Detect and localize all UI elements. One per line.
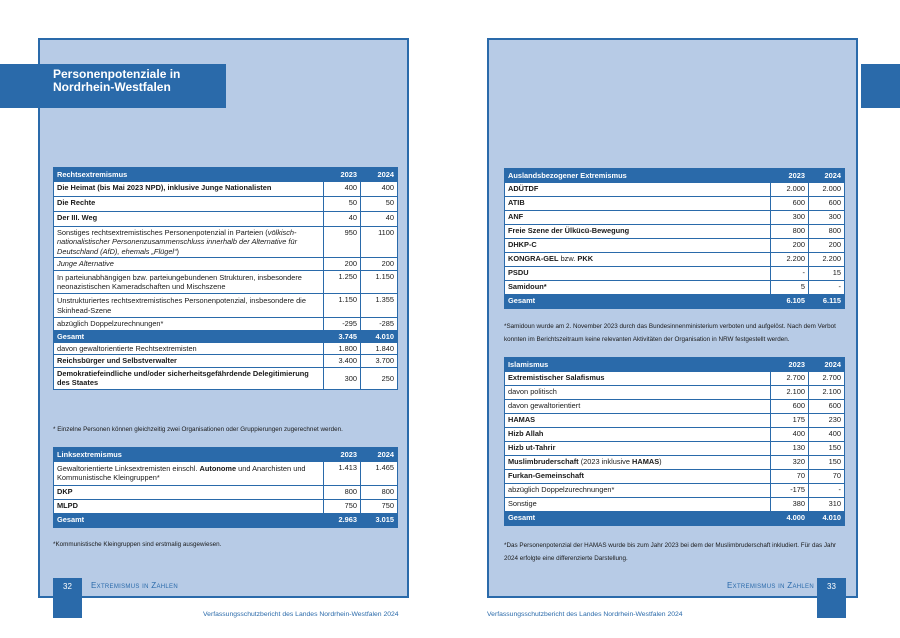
table-islamismus xyxy=(504,357,845,526)
table-row xyxy=(505,470,845,484)
row-label-bold: Autonome xyxy=(199,464,237,473)
value-2024: 310 xyxy=(809,498,845,512)
header-2023: 2023 xyxy=(324,448,361,462)
value-2024: 250 xyxy=(361,367,398,389)
value-2024: 600 xyxy=(809,400,845,414)
value-2023: 200 xyxy=(324,258,361,270)
report-title-right: Verfassungsschutzbericht des Landes Nordrhein-Westfalen 2024 xyxy=(487,611,683,618)
table-row xyxy=(505,498,845,512)
value-2024: - xyxy=(809,281,845,295)
value-2024: 200 xyxy=(809,239,845,253)
row-label: Furkan-Gemeinschaft xyxy=(505,470,771,484)
table-row xyxy=(505,386,845,400)
row-label: ANF xyxy=(505,211,771,225)
value-2023: 5 xyxy=(771,281,809,295)
row-label: Unstrukturiertes rechtsextremistisches Personenpotenzial, insbesondere die Skinhead-Szene xyxy=(54,294,324,318)
row-label: Gesamt xyxy=(505,512,771,526)
value-2024: 15 xyxy=(809,267,845,281)
value-2024: - xyxy=(809,484,845,498)
value-2024: 3.015 xyxy=(361,513,398,527)
row-label: davon gewaltorientiert xyxy=(505,400,771,414)
value-2023: 1.800 xyxy=(324,343,361,355)
value-2023: 600 xyxy=(771,197,809,211)
table-row xyxy=(505,253,845,267)
value-2024: 50 xyxy=(361,197,398,212)
table-row xyxy=(505,267,845,281)
row-label: DHKP-C xyxy=(505,239,771,253)
row-label-bold: HAMAS xyxy=(632,457,660,466)
value-2024: 300 xyxy=(809,211,845,225)
value-2024: 70 xyxy=(809,470,845,484)
value-2023: 800 xyxy=(324,485,361,499)
value-2023: 1.250 xyxy=(324,270,361,294)
value-2023: 3.745 xyxy=(324,330,361,342)
footnote-islam: *Das Personenpotenzial der HAMAS wurde bis zum Jahr 2023 bei dem der Muslimbruderschaft inkludiert. Für das Jahr 2024 erfolgte eine differenzierte Darstellung. xyxy=(504,542,837,562)
table-row xyxy=(505,372,845,386)
row-label-bold: KONGRA-GEL xyxy=(508,254,559,263)
value-2024: 1.840 xyxy=(361,343,398,355)
table-row xyxy=(505,183,845,197)
side-tab xyxy=(861,64,900,108)
row-label: DKP xyxy=(54,485,324,499)
value-2023: 4.000 xyxy=(771,512,809,526)
table-header xyxy=(54,448,398,462)
value-2024: 1.465 xyxy=(361,462,398,486)
table-row xyxy=(54,462,398,486)
total-row xyxy=(54,513,398,527)
running-head-right: Extremismus in Zahlen xyxy=(727,581,814,590)
value-2024: 1100 xyxy=(361,227,398,258)
page-number-right: 33 xyxy=(817,578,846,618)
value-2024: 2.200 xyxy=(809,253,845,267)
table-row xyxy=(54,258,398,270)
table-row xyxy=(505,281,845,295)
value-2023: 130 xyxy=(771,442,809,456)
footnote-ausland: *Samidoun wurde am 2. November 2023 durch das Bundesinnenministerium verboten und aufgelöst. Nach dem Verbot konnten im Berichtszeitraum keine relevanten Aktivitäten der Organisation in NRW festgestellt werden. xyxy=(504,323,836,343)
running-head-left: Extremismus in Zahlen xyxy=(91,581,178,590)
header-2023: 2023 xyxy=(324,168,361,182)
row-label: Samidoun* xyxy=(505,281,771,295)
table-row xyxy=(505,197,845,211)
value-2024: 2.100 xyxy=(809,386,845,400)
row-label-part: Sonstiges rechtsextremistisches Personenpotenzial in Parteien ( xyxy=(57,228,268,237)
row-label: HAMAS xyxy=(505,414,771,428)
value-2024: 40 xyxy=(361,212,398,227)
value-2024: 1.355 xyxy=(361,294,398,318)
row-label-italic: völkisch-nationalistischer Personenzusammenschluss innerhalb der Alternative für Deutschland (AfD), ehemals „Flügel“ xyxy=(57,228,298,256)
value-2023: 600 xyxy=(771,400,809,414)
row-label-bold: PKK xyxy=(577,254,594,263)
header-2024: 2024 xyxy=(361,448,398,462)
table-rechtsextremismus xyxy=(53,167,398,390)
value-2023: 320 xyxy=(771,456,809,470)
value-2023: 6.105 xyxy=(771,295,809,309)
value-2024: 400 xyxy=(361,182,398,197)
value-2024: 150 xyxy=(809,456,845,470)
value-2024: 1.150 xyxy=(361,270,398,294)
row-label: davon politisch xyxy=(505,386,771,400)
header-2023: 2023 xyxy=(771,169,809,183)
value-2023: - xyxy=(771,267,809,281)
table-row xyxy=(505,484,845,498)
value-2024: -285 xyxy=(361,318,398,330)
table-row xyxy=(54,367,398,389)
row-label-part: (2023 inklusive xyxy=(578,457,633,466)
value-2023: 2.963 xyxy=(324,513,361,527)
row-label xyxy=(54,227,324,258)
table-row xyxy=(54,270,398,294)
table-row xyxy=(505,225,845,239)
row-label-part: ) xyxy=(659,457,662,466)
row-label xyxy=(505,456,771,470)
row-label xyxy=(54,258,324,270)
table-row xyxy=(505,211,845,225)
header-label: Islamismus xyxy=(505,358,771,372)
row-label: davon gewaltorientierte Rechtsextremisten xyxy=(54,343,324,355)
report-title-left: Verfassungsschutzbericht des Landes Nordrhein-Westfalen 2024 xyxy=(203,611,399,618)
table-row xyxy=(54,355,398,367)
value-2023: 800 xyxy=(771,225,809,239)
row-label: In parteiunabhängigen bzw. parteiungebundenen Strukturen, insbesondere neonazistischen Kameradschaften und Mischszene xyxy=(54,270,324,294)
row-label: PSDU xyxy=(505,267,771,281)
value-2023: 175 xyxy=(771,414,809,428)
value-2024: 4.010 xyxy=(361,330,398,342)
row-label: Reichsbürger und Selbstverwalter xyxy=(54,355,324,367)
page-number-left: 32 xyxy=(53,578,82,618)
value-2024: 6.115 xyxy=(809,295,845,309)
value-2023: 200 xyxy=(771,239,809,253)
header-2024: 2024 xyxy=(809,169,845,183)
row-label: Demokratiefeindliche und/oder sicherheitsgefährdende Delegitimierung des Staates xyxy=(54,367,324,389)
header-label: Auslandsbezogener Extremismus xyxy=(505,169,771,183)
row-label-italic: Junge Alternative xyxy=(57,259,114,269)
table-row xyxy=(505,428,845,442)
table-row xyxy=(54,182,398,197)
value-2024: 600 xyxy=(809,197,845,211)
value-2023: 2.700 xyxy=(771,372,809,386)
value-2023: 300 xyxy=(324,367,361,389)
row-label: Gesamt xyxy=(505,295,771,309)
value-2023: 3.400 xyxy=(324,355,361,367)
table-row xyxy=(54,499,398,513)
value-2023: 50 xyxy=(324,197,361,212)
table-row xyxy=(54,197,398,212)
table-row xyxy=(505,400,845,414)
table-row xyxy=(54,227,398,258)
row-label xyxy=(505,253,771,267)
table-row xyxy=(505,442,845,456)
row-label-part: und Anarchisten und Kommunistische Kleingruppen* xyxy=(57,464,306,483)
row-label: Der III. Weg xyxy=(54,212,324,227)
row-label-part: bzw. xyxy=(558,254,578,263)
table-header xyxy=(505,358,845,372)
row-label: abzüglich Doppelzurechnungen* xyxy=(54,318,324,330)
value-2024: 2.000 xyxy=(809,183,845,197)
footnote-rechts: * Einzelne Personen können gleichzeitig zwei Organisationen oder Gruppierungen zugerechnet werden. xyxy=(53,426,343,433)
value-2023: 1.150 xyxy=(324,294,361,318)
value-2023: 2.000 xyxy=(771,183,809,197)
row-label: Extremistischer Salafismus xyxy=(505,372,771,386)
value-2024: 4.010 xyxy=(809,512,845,526)
value-2023: 400 xyxy=(771,428,809,442)
footnote-links: *Kommunistische Kleingruppen sind erstmalig ausgewiesen. xyxy=(53,541,222,548)
row-label: Gesamt xyxy=(54,513,324,527)
row-label: ADÜTDF xyxy=(505,183,771,197)
total-row xyxy=(54,330,398,342)
row-label: Die Heimat (bis Mai 2023 NPD), inklusive Junge Nationalisten xyxy=(54,182,324,197)
row-label: Die Rechte xyxy=(54,197,324,212)
page-title: Personenpotenziale in Nordrhein-Westfalen xyxy=(53,67,181,94)
row-label-bold: Muslimbruderschaft xyxy=(508,457,579,466)
total-row xyxy=(505,295,845,309)
row-label: Sonstige xyxy=(505,498,771,512)
value-2024: 750 xyxy=(361,499,398,513)
row-label: abzüglich Doppelzurechnungen* xyxy=(505,484,771,498)
header-2024: 2024 xyxy=(361,168,398,182)
value-2023: 2.200 xyxy=(771,253,809,267)
table-header xyxy=(505,169,845,183)
value-2024: 150 xyxy=(809,442,845,456)
header-label: Linksextremismus xyxy=(54,448,324,462)
value-2024: 2.700 xyxy=(809,372,845,386)
value-2023: -175 xyxy=(771,484,809,498)
table-header xyxy=(54,168,398,182)
row-label xyxy=(54,462,324,486)
row-label-part: ) xyxy=(176,246,179,256)
table-row xyxy=(54,212,398,227)
table-auslandsbezogener-extremismus xyxy=(504,168,845,309)
table-row xyxy=(54,343,398,355)
row-label: Freie Szene der Ülkücü-Bewegung xyxy=(505,225,771,239)
table-row xyxy=(505,456,845,470)
header-label: Rechtsextremismus xyxy=(54,168,324,182)
row-label: MLPD xyxy=(54,499,324,513)
total-row xyxy=(505,512,845,526)
value-2024: 230 xyxy=(809,414,845,428)
value-2023: 70 xyxy=(771,470,809,484)
value-2024: 200 xyxy=(361,258,398,270)
value-2023: 950 xyxy=(324,227,361,258)
table-row xyxy=(54,294,398,318)
table-row xyxy=(54,485,398,499)
value-2023: 380 xyxy=(771,498,809,512)
header-2023: 2023 xyxy=(771,358,809,372)
row-label: Gesamt xyxy=(54,330,324,342)
table-row xyxy=(54,318,398,330)
table-linksextremismus xyxy=(53,447,398,528)
value-2023: 1.413 xyxy=(324,462,361,486)
value-2023: 400 xyxy=(324,182,361,197)
row-label: Hizb Allah xyxy=(505,428,771,442)
value-2023: -295 xyxy=(324,318,361,330)
value-2024: 800 xyxy=(361,485,398,499)
value-2023: 2.100 xyxy=(771,386,809,400)
table-row xyxy=(505,239,845,253)
row-label: ATIB xyxy=(505,197,771,211)
row-label-part: Gewaltorientierte Linksextremisten einschl. xyxy=(57,464,200,473)
value-2024: 3.700 xyxy=(361,355,398,367)
table-row xyxy=(505,414,845,428)
value-2024: 400 xyxy=(809,428,845,442)
value-2024: 800 xyxy=(809,225,845,239)
row-label: Hizb ut-Tahrir xyxy=(505,442,771,456)
value-2023: 300 xyxy=(771,211,809,225)
section-title-bar xyxy=(0,64,226,108)
header-2024: 2024 xyxy=(809,358,845,372)
value-2023: 40 xyxy=(324,212,361,227)
value-2023: 750 xyxy=(324,499,361,513)
